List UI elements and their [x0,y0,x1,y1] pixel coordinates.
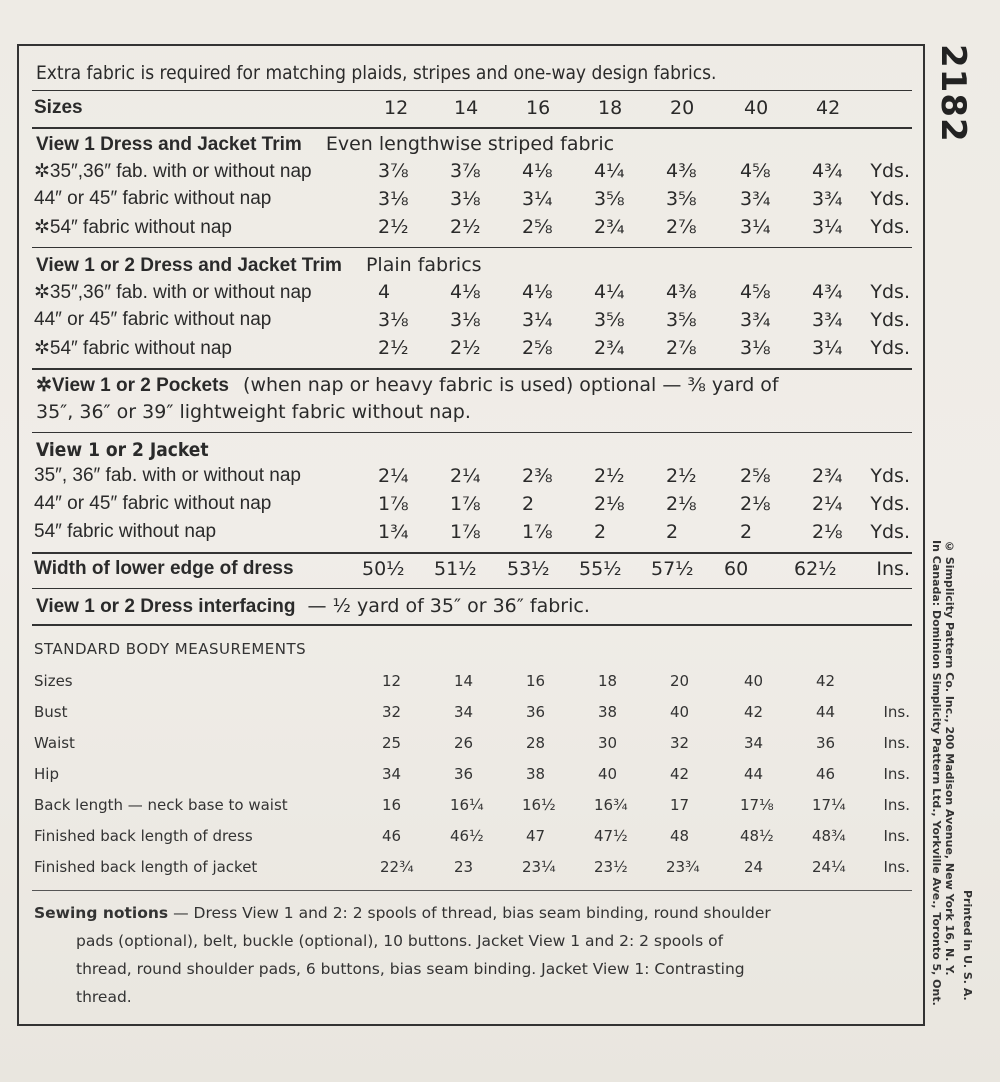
row-value: 44 [816,703,836,721]
measurement-row [34,796,914,822]
row-value: 40 [744,672,764,690]
notions-line: thread. [76,988,132,1006]
section-title: View 1 or 2 Dress interfacing [36,596,296,617]
row-value: 4 [378,281,391,303]
row-value: 46½ [450,827,484,845]
section-title: View 1 Dress and Jacket Trim [36,134,302,155]
row-value: 23 [454,858,474,876]
row-label: 35″, 36″ fab. with or without nap [34,465,301,486]
section-view1-trim [36,133,614,156]
row-value: 4⅛ [450,281,481,303]
row-value: 36 [816,734,836,752]
row-value: 3¼ [740,216,771,238]
interfacing-text: — ½ yard of 35″ or 36″ fabric. [307,595,590,617]
notions-line [34,904,771,922]
row-value: 2 [522,493,535,515]
divider [32,552,912,554]
row-value: 47½ [594,827,628,845]
row-value: 2½ [666,465,697,487]
row-value: 4¾ [812,160,843,182]
size-value: 42 [816,97,841,119]
row-value: 36 [454,765,474,783]
row-value: 3¾ [740,309,771,331]
row-value: 3⅛ [378,309,409,331]
row-value: 26 [454,734,474,752]
row-value: 2¾ [594,216,625,238]
interfacing-note [36,595,590,618]
row-value: 62½ [794,558,837,580]
section-subtitle: Even lengthwise striped fabric [325,133,615,155]
row-value: 4¼ [594,281,625,303]
divider [32,368,912,370]
measurement-row [34,827,914,853]
row-value: 1⅞ [450,521,481,543]
row-label: Finished back length of dress [34,827,253,845]
size-value: 14 [454,97,479,119]
row-value: 4¾ [812,281,843,303]
row-unit: Yds. [870,337,910,359]
row-value: 48¾ [812,827,846,845]
row-label: Bust [34,703,68,721]
row-value: 2½ [378,216,409,238]
row-value: 1⅞ [378,493,409,515]
row-value: 2⅜ [522,465,553,487]
row-label: 44″ or 45″ fabric without nap [34,188,272,209]
divider [32,890,912,891]
row-unit: Yds. [870,465,910,487]
measurement-row [34,672,914,698]
row-label: Hip [34,765,59,783]
row-value: 3⅞ [450,160,481,182]
row-value: 16¼ [450,796,484,814]
row-value: 22¾ [380,858,414,876]
header-note: Extra fabric is required for matching plaids, stripes and one-way design fabrics. [36,62,717,84]
canada-line: In Canada: Dominion Simplicity Pattern Ltd., Yorkville Ave., Toronto 5, Ont. [930,540,943,1006]
row-label: ✲35″,36″ fab. with or without nap [34,282,312,303]
row-value: 24¼ [812,858,846,876]
row-value: 55½ [579,558,622,580]
row-value: 3⅝ [594,309,625,331]
body-measurements-title: STANDARD BODY MEASUREMENTS [34,640,307,658]
row-value: 38 [526,765,546,783]
row-value: 40 [598,765,618,783]
notions-line: thread, round shoulder pads, 6 buttons, bias seam binding. Jacket View 1: Contrasting [76,960,745,978]
row-value: 42 [816,672,836,690]
row-value: 16 [526,672,546,690]
row-value: 3¼ [522,309,553,331]
row-value: 38 [598,703,618,721]
row-value: 1⅞ [522,521,553,543]
row-label: 44″ or 45″ fabric without nap [34,309,272,330]
row-value: 2½ [594,465,625,487]
row-value: 2¼ [450,465,481,487]
divider [32,127,912,129]
yardage-row [34,465,914,491]
row-value: 16¾ [594,796,628,814]
yardage-row [34,160,914,186]
row-value: 23½ [594,858,628,876]
row-value: 4⅜ [666,281,697,303]
row-value: 2½ [450,337,481,359]
row-value: 16 [382,796,402,814]
sizes-label: Sizes [34,97,83,118]
row-value: 48½ [740,827,774,845]
yardage-row [34,216,914,242]
row-value: 3¼ [522,188,553,210]
row-value: 42 [744,703,764,721]
row-value: 3⅛ [450,188,481,210]
row-value: 3⅞ [378,160,409,182]
row-value: 2⅝ [522,216,553,238]
measurement-row [34,858,914,884]
row-value: 3¾ [740,188,771,210]
row-value: 40 [670,703,690,721]
section-title: View 1 or 2 Jacket [36,439,209,461]
row-value: 20 [670,672,690,690]
row-label: Waist [34,734,75,752]
size-value: 20 [670,97,695,119]
row-value: 34 [382,765,402,783]
row-unit: Ins. [876,558,910,580]
row-value: 2 [666,521,679,543]
row-value: 60 [724,558,749,580]
row-unit: Yds. [870,160,910,182]
row-value: 4¼ [594,160,625,182]
printed-in-usa: Printed in U. S. A. [961,890,974,1001]
row-unit: Yds. [870,309,910,331]
pockets-line2: 35″, 36″ or 39″ lightweight fabric without nap. [36,401,471,423]
row-value: 23¼ [522,858,556,876]
row-value: 18 [598,672,618,690]
row-value: 3⅛ [450,309,481,331]
row-value: 46 [382,827,402,845]
row-value: 2⅞ [666,337,697,359]
row-value: 2½ [450,216,481,238]
row-value: 23¾ [666,858,700,876]
row-value: 48 [670,827,690,845]
row-value: 3⅝ [666,188,697,210]
row-value: 17 [670,796,690,814]
row-value: 50½ [362,558,405,580]
row-value: 1¾ [378,521,409,543]
row-value: 2⅛ [740,493,771,515]
notions-text: — Dress View 1 and 2: 2 spools of thread, bias seam binding, round shoulder [173,904,771,922]
row-value: 2⅞ [666,216,697,238]
pattern-number: 2182 [933,44,973,143]
row-unit: Ins. [883,796,910,814]
row-value: 1⅞ [450,493,481,515]
row-value: 2⅛ [812,521,843,543]
row-unit: Ins. [883,734,910,752]
row-value: 24 [744,858,764,876]
size-value: 12 [384,97,409,119]
divider [32,624,912,626]
row-label: ✲54″ fabric without nap [34,338,232,359]
row-value: 3¼ [812,216,843,238]
row-value: 32 [670,734,690,752]
row-value: 2½ [378,337,409,359]
pockets-line1: (when nap or heavy fabric is used) optional — ⅜ yard of [243,374,779,396]
row-value: 25 [382,734,402,752]
row-unit: Yds. [870,281,910,303]
row-value: 4⅝ [740,160,771,182]
row-value: 2¾ [594,337,625,359]
row-value: 34 [454,703,474,721]
row-label: 54″ fabric without nap [34,521,217,542]
row-value: 4⅛ [522,160,553,182]
pockets-note [36,374,779,397]
row-value: 3¾ [812,309,843,331]
row-value: 3¼ [812,337,843,359]
row-value: 2¾ [812,465,843,487]
copyright-line: © Simplicity Pattern Co. Inc., 200 Madison Avenue, New York 16, N. Y. [943,540,956,976]
section-title: View 1 or 2 Dress and Jacket Trim [36,255,342,276]
row-value: 2⅛ [594,493,625,515]
row-label: Finished back length of jacket [34,858,258,876]
width-row [34,558,914,584]
row-unit: Yds. [870,188,910,210]
divider [32,432,912,433]
row-label: Back length — neck base to waist [34,796,288,814]
row-value: 3⅛ [378,188,409,210]
row-value: 2¼ [812,493,843,515]
row-value: 3¾ [812,188,843,210]
row-value: 3⅝ [666,309,697,331]
row-value: 4⅝ [740,281,771,303]
row-value: 47 [526,827,546,845]
row-value: 2 [740,521,753,543]
row-label: 44″ or 45″ fabric without nap [34,493,272,514]
row-unit: Yds. [870,493,910,515]
row-value: 2⅝ [740,465,771,487]
row-value: 53½ [507,558,550,580]
divider [32,588,912,589]
size-value: 18 [598,97,623,119]
yardage-row [34,521,914,547]
row-value: 3⅝ [594,188,625,210]
size-value: 16 [526,97,551,119]
row-value: 2⅝ [522,337,553,359]
row-unit: Ins. [883,858,910,876]
row-value: 3⅛ [740,337,771,359]
measurement-row [34,734,914,760]
copyright-credit [930,540,956,1030]
row-value: 46 [816,765,836,783]
row-value: 57½ [651,558,694,580]
yardage-row [34,337,914,363]
size-value: 40 [744,97,769,119]
row-unit: Ins. [883,703,910,721]
row-unit: Ins. [883,765,910,783]
row-label: Sizes [34,672,73,690]
divider [32,90,912,91]
row-value: 14 [454,672,474,690]
row-value: 30 [598,734,618,752]
row-value: 16½ [522,796,556,814]
row-value: 51½ [434,558,477,580]
measurement-row [34,703,914,729]
row-value: 4⅛ [522,281,553,303]
row-unit: Ins. [883,827,910,845]
row-unit: Yds. [870,521,910,543]
row-unit: Yds. [870,216,910,238]
section-subtitle: Plain fabrics [365,254,482,276]
row-value: 42 [670,765,690,783]
row-value: 17⅛ [740,796,774,814]
row-value: 44 [744,765,764,783]
yardage-row [34,281,914,307]
row-value: 2¼ [378,465,409,487]
section-view1or2-trim [36,254,482,277]
row-label: Width of lower edge of dress [34,558,294,579]
row-value: 36 [526,703,546,721]
measurement-row [34,765,914,791]
notions-line: pads (optional), belt, buckle (optional), 10 buttons. Jacket View 1 and 2: 2 spools of [76,932,724,950]
row-label: ✲35″,36″ fab. with or without nap [34,161,312,182]
row-value: 2 [594,521,607,543]
row-value: 32 [382,703,402,721]
row-value: 34 [744,734,764,752]
row-value: 4⅜ [666,160,697,182]
row-value: 2⅛ [666,493,697,515]
notions-title: Sewing notions [34,904,169,922]
row-value: 12 [382,672,402,690]
section-title: ✲View 1 or 2 Pockets [36,375,229,396]
row-value: 28 [526,734,546,752]
yardage-row [34,188,914,214]
row-value: 17¼ [812,796,846,814]
yardage-row [34,309,914,335]
sizes-row [34,97,914,123]
divider [32,247,912,248]
yardage-row [34,493,914,519]
row-label: ✲54″ fabric without nap [34,217,232,238]
